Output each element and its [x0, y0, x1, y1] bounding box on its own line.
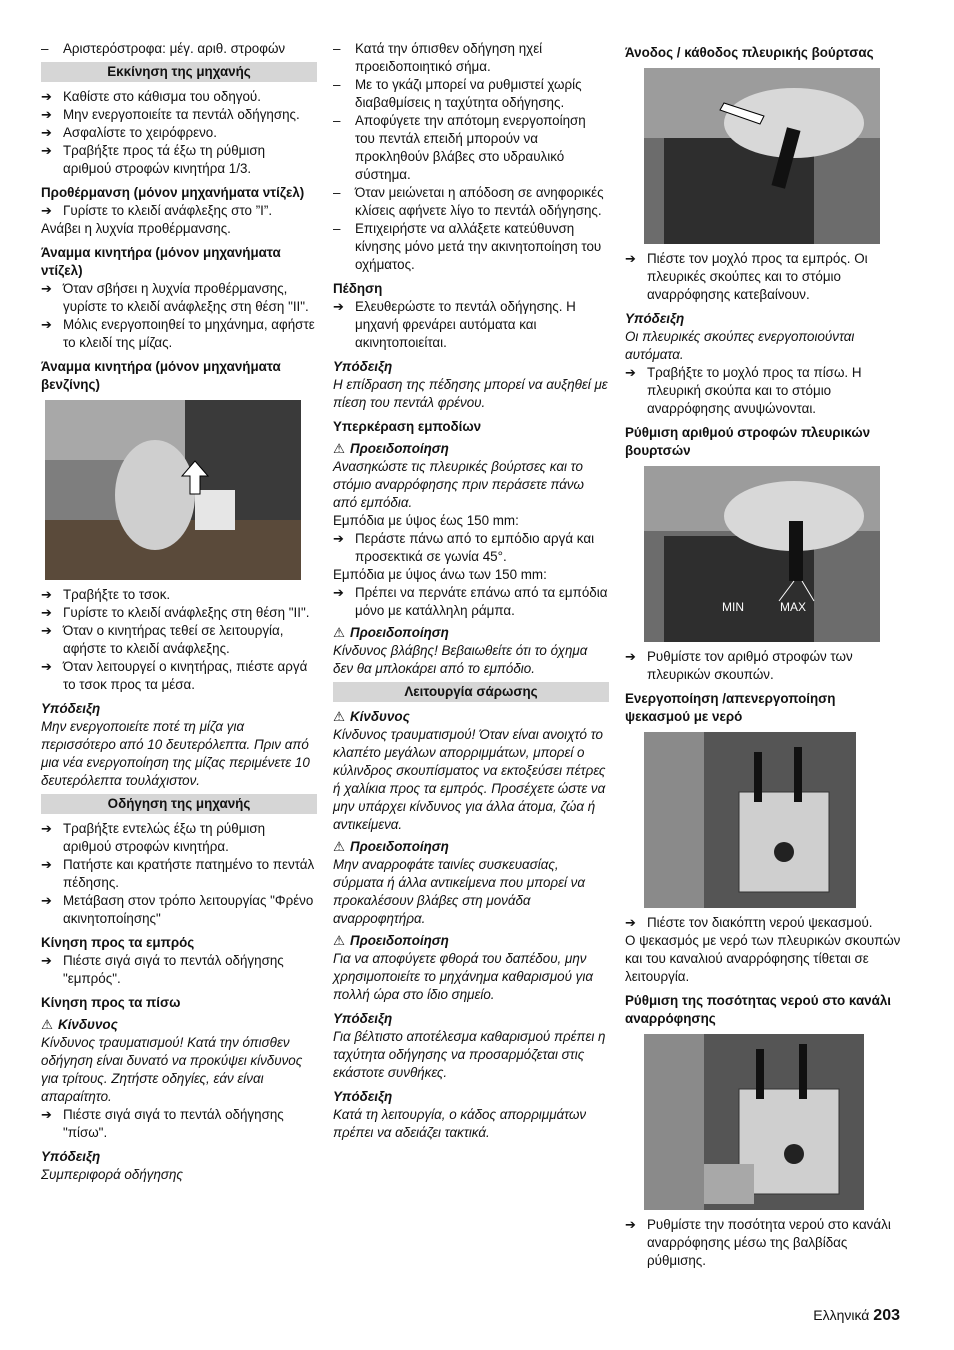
photo-water-valve	[644, 1034, 864, 1210]
step-item: ➔ Γυρίστε το κλειδί ανάφλεξης στη θέση "II".	[41, 604, 317, 622]
column-3	[625, 40, 901, 1270]
note-text: Συμπεριφορά οδήγησης	[41, 1167, 183, 1182]
note-text: Μην ενεργοποιείτε ποτέ τη μίζα για περισσότερο από 10 δευτερόλεπτα. Πριν από μια νέα ενεργοποίηση της μίζας περιμένετε 10 δευτερόλεπτα τουλάχιστον.	[41, 719, 310, 788]
min-label: MIN	[722, 600, 744, 614]
step-item: ➔ Καθίστε στο κάθισμα του οδηγού.	[41, 88, 317, 106]
lever-photo-illustration	[644, 68, 880, 244]
dash-item: – Αριστερόστροφα: μέγ. αριθ. στροφών	[41, 40, 317, 58]
photo-water-spray	[644, 732, 856, 908]
step-item: ➔ Όταν ο κινητήρας τεθεί σε λειτουργία, αφήστε το κλειδί ανάφλεξης.	[41, 622, 317, 658]
step-item: ➔ Ρυθμίστε τον αριθμό στροφών των πλευρικών σκουπών.	[625, 648, 901, 684]
step-item: ➔ Τραβήξτε το τσοκ.	[41, 586, 317, 604]
warning-title: ⚠ Προειδοποίηση	[333, 933, 449, 948]
warning-icon: ⚠	[41, 1017, 54, 1032]
warning-text: Ανασηκώστε τις πλευρικές βούρτσες και το στόμιο αναρρόφησης πριν περάσετε πάνω από εμπόδια.	[333, 459, 584, 510]
heading-preheat: Προθέρμανση (μόνον μηχανήματα ντίζελ)	[41, 185, 305, 200]
heading-brake: Πέδηση	[333, 281, 383, 296]
photo-choke	[45, 400, 301, 580]
note-text: Οι πλευρικές σκούπες ενεργοποιούνται αυτόματα.	[625, 329, 855, 362]
section-bar-start: Εκκίνηση της μηχανής	[41, 62, 317, 82]
step-item: ➔ Τραβήξτε το μοχλό προς τα πίσω. Η πλευρική σκούπα και το στόμιο αναρρόφησης ανυψώνονται.	[625, 364, 901, 418]
body-text: Εμπόδια με ύψος έως 150 mm:	[333, 513, 519, 528]
dash-item: – Επιχειρήστε να αλλάξετε κατεύθυνση κίνησης μόνο μετά την ακινητοποίηση του οχήματος.	[333, 220, 609, 274]
choke-photo-illustration	[45, 400, 301, 580]
step-item: ➔ Πιέστε σιγά σιγά το πεντάλ οδήγησης "πίσω".	[41, 1106, 317, 1142]
warning-icon: ⚠	[333, 839, 346, 854]
heading-ignite-petrol: Άναμμα κινητήρα (μόνον μηχανήματα βενζίνης)	[41, 359, 281, 392]
photo-side-brush-lever	[644, 68, 880, 244]
heading-obstacle: Υπερκέραση εμποδίων	[333, 419, 482, 434]
note-title: Υπόδειξη	[41, 701, 101, 716]
step-item: ➔ Πρέπει να περνάτε επάνω από τα εμπόδια μόνο με κατάλληλη ράμπα.	[333, 584, 609, 620]
step-item: ➔ Περάστε πάνω από το εμπόδιο αργά και προσεκτικά σε γωνία 45°.	[333, 530, 609, 566]
note-title: Υπόδειξη	[333, 1089, 393, 1104]
valve-photo-illustration	[644, 1034, 864, 1210]
section-bar-drive: Οδήγηση της μηχανής	[41, 794, 317, 814]
speed-photo-illustration	[644, 466, 880, 642]
footer-language: Ελληνικά	[813, 1307, 870, 1323]
warning-title: ⚠ Προειδοποίηση	[333, 441, 449, 456]
photo-brush-speed	[644, 466, 880, 642]
step-item: ➔ Πατήστε και κρατήστε πατημένο το πεντάλ πέδησης.	[41, 856, 317, 892]
step-item: ➔ Τραβήξτε προς τά έξω τη ρύθμιση αριθμού στροφών κινητήρα 1/3.	[41, 142, 317, 178]
page-footer	[813, 1306, 900, 1325]
note-title: Υπόδειξη	[625, 311, 685, 326]
heading-forward: Κίνηση προς τα εμπρός	[41, 935, 195, 950]
danger-title: ⚠ Κίνδυνος	[333, 709, 410, 724]
step-item: ➔ Μην ενεργοποιείτε τα πεντάλ οδήγησης.	[41, 106, 317, 124]
warning-text: Κίνδυνος βλάβης! Βεβαιωθείτε ότι το όχημα δεν θα μπλοκάρει από το εμπόδιο.	[333, 643, 588, 676]
dash-item: – Κατά την όπισθεν οδήγηση ηχεί προειδοποιητικό σήμα.	[333, 40, 609, 76]
note-title: Υπόδειξη	[41, 1149, 101, 1164]
column-2	[333, 40, 609, 1142]
heading-backward: Κίνηση προς τα πίσω	[41, 995, 181, 1010]
section-bar-sweeping: Λειτουργία σάρωσης	[333, 682, 609, 702]
danger-text: Κίνδυνος τραυματισμού! Όταν είναι ανοιχτό το κλαπέτο μεγάλων απορριμμάτων, μπορεί ο κύλινδρος σκουπίσματος να εκτοξεύσει πέτρες ή χαλίκια προς τα εμπρός. Προσέχετε ώστε να μην υπάρχει κίνδυνος για άλλα άτομα, ζώα ή αντικείμενα.	[333, 727, 606, 832]
note-text: Η επίδραση της πέδησης μπορεί να αυξηθεί με πίεση του πεντάλ φρένου.	[333, 377, 608, 410]
note-text: Για βέλτιστο αποτέλεσμα καθαρισμού πρέπει η ταχύτητα οδήγησης να προσαρμόζεται στις εκάστοτε συνθήκες.	[333, 1029, 606, 1080]
heading-ignite-diesel: Άναμμα κινητήρα (μόνον μηχανήματα ντίζελ)	[41, 245, 281, 278]
danger-text: Κίνδυνος τραυματισμού! Κατά την όπισθεν οδήγηση είναι δυνατό να προκύψει κίνδυνος για τρίτους. Ζητήστε οδηγίες, εάν είναι απαραίτητο.	[41, 1035, 303, 1104]
max-label: MAX	[780, 600, 807, 614]
warning-icon: ⚠	[333, 625, 346, 640]
spray-photo-illustration	[644, 732, 856, 908]
dash-item: – Όταν μειώνεται η απόδοση σε ανηφορικές κλίσεις αφήνετε λίγο το πεντάλ οδήγησης.	[333, 184, 609, 220]
step-item: ➔ Πιέστε σιγά σιγά το πεντάλ οδήγησης "εμπρός".	[41, 952, 317, 988]
body-text: Ανάβει η λυχνία προθέρμανσης.	[41, 221, 231, 236]
dash-item: – Με το γκάζι μπορεί να ρυθμιστεί χωρίς διαβαθμίσεις η ταχύτητα οδήγησης.	[333, 76, 609, 112]
step-item: ➔ Μόλις ενεργοποιηθεί το μηχάνημα, αφήστε το κλειδί της μίζας.	[41, 316, 317, 352]
warning-title: ⚠ Προειδοποίηση	[333, 625, 449, 640]
dash-item: – Αποφύγετε την απότομη ενεργοποίηση του πεντάλ επειδή μπορούν να προκληθούν βλάβες στο υδραυλικό σύστημα.	[333, 112, 609, 184]
warning-icon: ⚠	[333, 933, 346, 948]
warning-title: ⚠ Προειδοποίηση	[333, 839, 449, 854]
page-number: 203	[873, 1307, 900, 1324]
step-item: ➔ Τραβήξτε εντελώς έξω τη ρύθμιση αριθμού στροφών κινητήρα.	[41, 820, 317, 856]
heading-water-spray: Ενεργοποίηση /απενεργοποίηση ψεκασμού με νερό	[625, 691, 836, 724]
heading-brush-speed: Ρύθμιση αριθμού στροφών πλευρικών βουρτσών	[625, 425, 871, 458]
heading-water-quantity: Ρύθμιση της ποσότητας νερού στο κανάλι αναρρόφησης	[625, 993, 892, 1026]
warning-icon: ⚠	[333, 709, 346, 724]
step-item: ➔ Πιέστε τον μοχλό προς τα εμπρός. Οι πλευρικές σκούπες και το στόμιο αναρρόφησης κατεβαίνουν.	[625, 250, 901, 304]
step-item: ➔ Πιέστε τον διακόπτη νερού ψεκασμού.	[625, 914, 901, 932]
body-text: Ο ψεκασμός με νερό των πλευρικών σκουπών και του καναλιού αναρρόφησης τίθεται σε λειτουργία.	[625, 933, 901, 984]
step-item: ➔ Μετάβαση στον τρόπο λειτουργίας "Φρένο ακινητοποίησης"	[41, 892, 317, 928]
column-1	[41, 40, 317, 1184]
step-item: ➔ Όταν λειτουργεί ο κινητήρας, πιέστε αργά το τσοκ προς τα μέσα.	[41, 658, 317, 694]
warning-text: Μην αναρροφάτε ταινίες συσκευασίας, σύρματα ή άλλα αντικείμενα που μπορεί να προκαλέσουν βλάβες στη μονάδα αναρροφητήρα.	[333, 857, 585, 926]
body-text: Εμπόδια με ύψος άνω των 150 mm:	[333, 567, 547, 582]
step-item: ➔ Γυρίστε το κλειδί ανάφλεξης στο ”I”.	[41, 202, 317, 220]
step-item: ➔ Όταν σβήσει η λυχνία προθέρμανσης, γυρίστε το κλειδί ανάφλεξης στη θέση "II".	[41, 280, 317, 316]
warning-icon: ⚠	[333, 441, 346, 456]
note-text: Κατά τη λειτουργία, ο κάδος απορριμμάτων πρέπει να αδειάζει τακτικά.	[333, 1107, 587, 1140]
step-item: ➔ Ασφαλίστε το χειρόφρενο.	[41, 124, 317, 142]
note-title: Υπόδειξη	[333, 1011, 393, 1026]
warning-text: Για να αποφύγετε φθορά του δαπέδου, μην χρησιμοποιείτε το μηχάνημα καθαρισμού για πολλή ώρα στο ίδιο σημείο.	[333, 951, 593, 1002]
step-item: ➔ Ελευθερώστε το πεντάλ οδήγησης. Η μηχανή φρενάρει αυτόματα και ακινητοποιείται.	[333, 298, 609, 352]
heading-side-brush: Άνοδος / κάθοδος πλευρικής βούρτσας	[625, 45, 874, 60]
danger-title: ⚠ Κίνδυνος	[41, 1017, 118, 1032]
note-title: Υπόδειξη	[333, 359, 393, 374]
step-item: ➔ Ρυθμίστε την ποσότητα νερού στο κανάλι αναρρόφησης μέσω της βαλβίδας ρύθμισης.	[625, 1216, 901, 1270]
